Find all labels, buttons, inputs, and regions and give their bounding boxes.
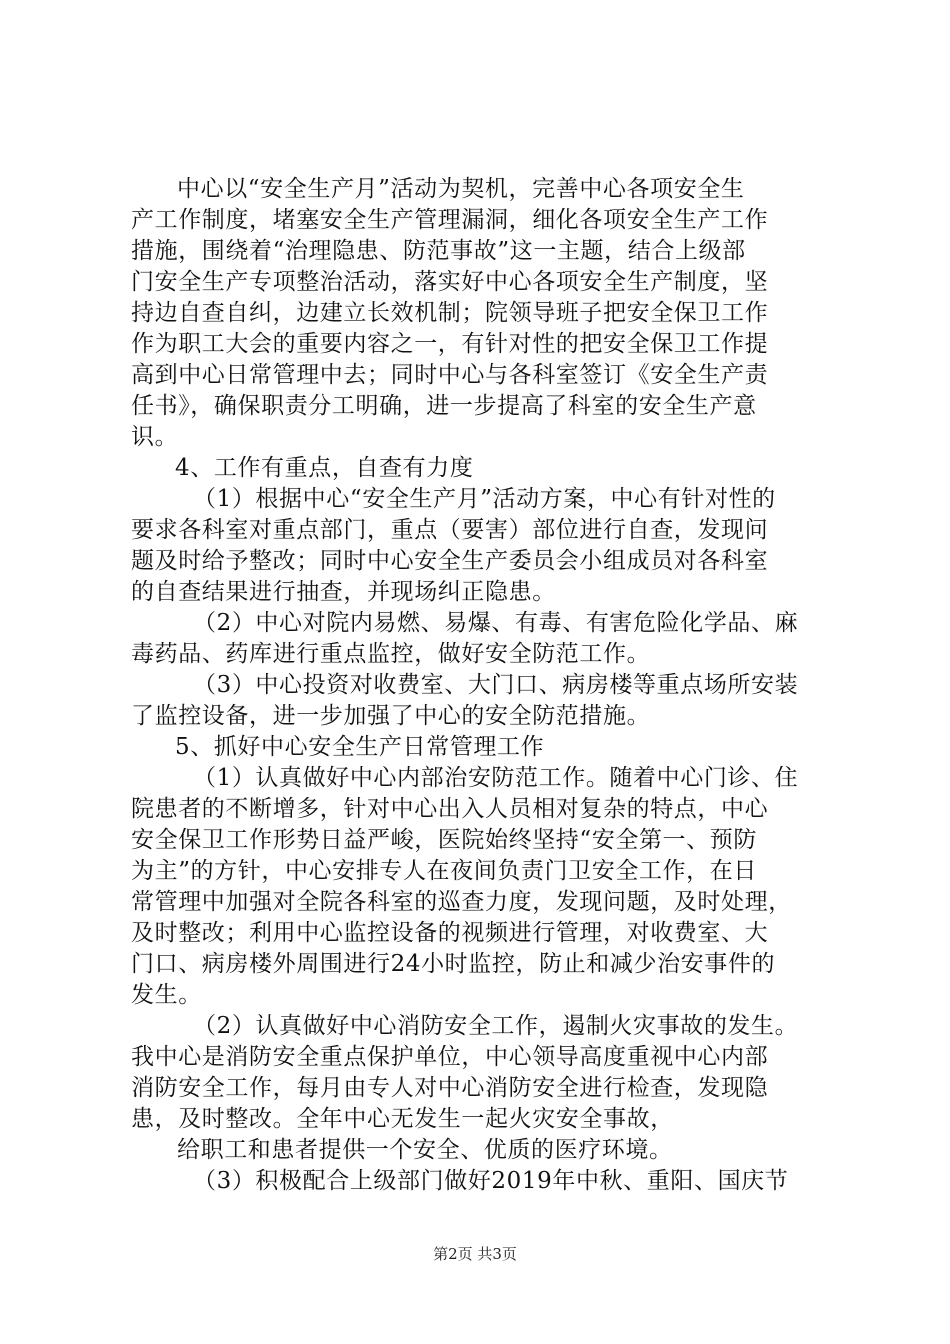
text-line: 要求各科室对重点部门，重点（要害）部位进行自查，发现问 xyxy=(131,517,769,543)
text-line: 产工作制度，堵塞安全生产管理漏洞，细化各项安全生产工作 xyxy=(131,207,769,233)
text-line: 消防安全工作，每月由专人对中心消防安全进行检查，发现隐 xyxy=(131,1075,769,1101)
text-line: 给职工和患者提供一个安全、优质的医疗环境。 xyxy=(177,1137,673,1163)
text-line: 作为职工大会的重要内容之一，有针对性的把安全保卫工作提 xyxy=(131,331,769,357)
text-line: 门口、病房楼外周围进行24小时监控，防止和减少治安事件的 xyxy=(131,951,776,977)
text-line: 中心以“安全生产月”活动为契机，完善中心各项安全生 xyxy=(177,176,745,202)
text-line: （1）认真做好中心内部治安防范工作。随着中心门诊、住 xyxy=(193,765,799,791)
text-line: 患，及时整改。全年中心无发生一起火灾安全事故， xyxy=(131,1106,674,1132)
text-line: 任书》，确保职责分工明确，进一步提高了科室的安全生产意 xyxy=(131,393,757,419)
text-line: （2）中心对院内易燃、易爆、有毒、有害危险化学品、麻 xyxy=(193,610,799,636)
text-line: 安全保卫工作形势日益严峻，医院始终坚持“安全第一、预防 xyxy=(131,827,757,853)
text-line: 及时整改；利用中心监控设备的视频进行管理，对收费室、大 xyxy=(131,920,769,946)
text-line: 发生。 xyxy=(131,982,202,1008)
text-line: 毒药品、药库进行重点监控，做好安全防范工作。 xyxy=(131,641,651,667)
text-line: 4、工作有重点，自查有力度 xyxy=(175,455,474,481)
text-line: 为主”的方针，中心安排专人在夜间负责门卫安全工作，在日 xyxy=(131,858,757,884)
text-line: （3）中心投资对收费室、大门口、病房楼等重点场所安装 xyxy=(193,672,799,698)
text-line: （3）积极配合上级部门做好2019年中秋、重阳、国庆节 xyxy=(193,1168,789,1194)
text-line: 门安全生产专项整治活动，落实好中心各项安全生产制度，坚 xyxy=(131,269,769,295)
text-line: 5、抓好中心安全生产日常管理工作 xyxy=(175,734,545,760)
page-footer: 第2页 共3页 xyxy=(433,1245,517,1263)
document-body xyxy=(131,174,836,1197)
text-line: 常管理中加强对全院各科室的巡查力度，发现问题，及时处理， xyxy=(131,889,792,915)
text-line: 高到中心日常管理中去；同时中心与各科室签订《安全生产责 xyxy=(131,362,769,388)
text-line: 的自查结果进行抽查，并现场纠正隐患。 xyxy=(131,579,556,605)
text-line: 题及时给予整改；同时中心安全生产委员会小组成员对各科室 xyxy=(131,548,769,574)
text-line: 识。 xyxy=(131,424,179,450)
text-line: 我中心是消防安全重点保护单位，中心领导高度重视中心内部 xyxy=(131,1044,769,1070)
text-line: （1）根据中心“安全生产月”活动方案，中心有针对性的 xyxy=(193,486,776,512)
text-line: 持边自查自纠，边建立长效机制；院领导班子把安全保卫工作 xyxy=(131,300,769,326)
text-line: 措施，围绕着“治理隐患、防范事故”这一主题，结合上级部 xyxy=(131,238,746,264)
text-line: （2）认真做好中心消防安全工作，遏制火灾事故的发生。 xyxy=(193,1013,799,1039)
text-line: 院患者的不断增多，针对中心出入人员相对复杂的特点，中心 xyxy=(131,796,769,822)
text-line: 了监控设备，进一步加强了中心的安全防范措施。 xyxy=(131,703,651,729)
